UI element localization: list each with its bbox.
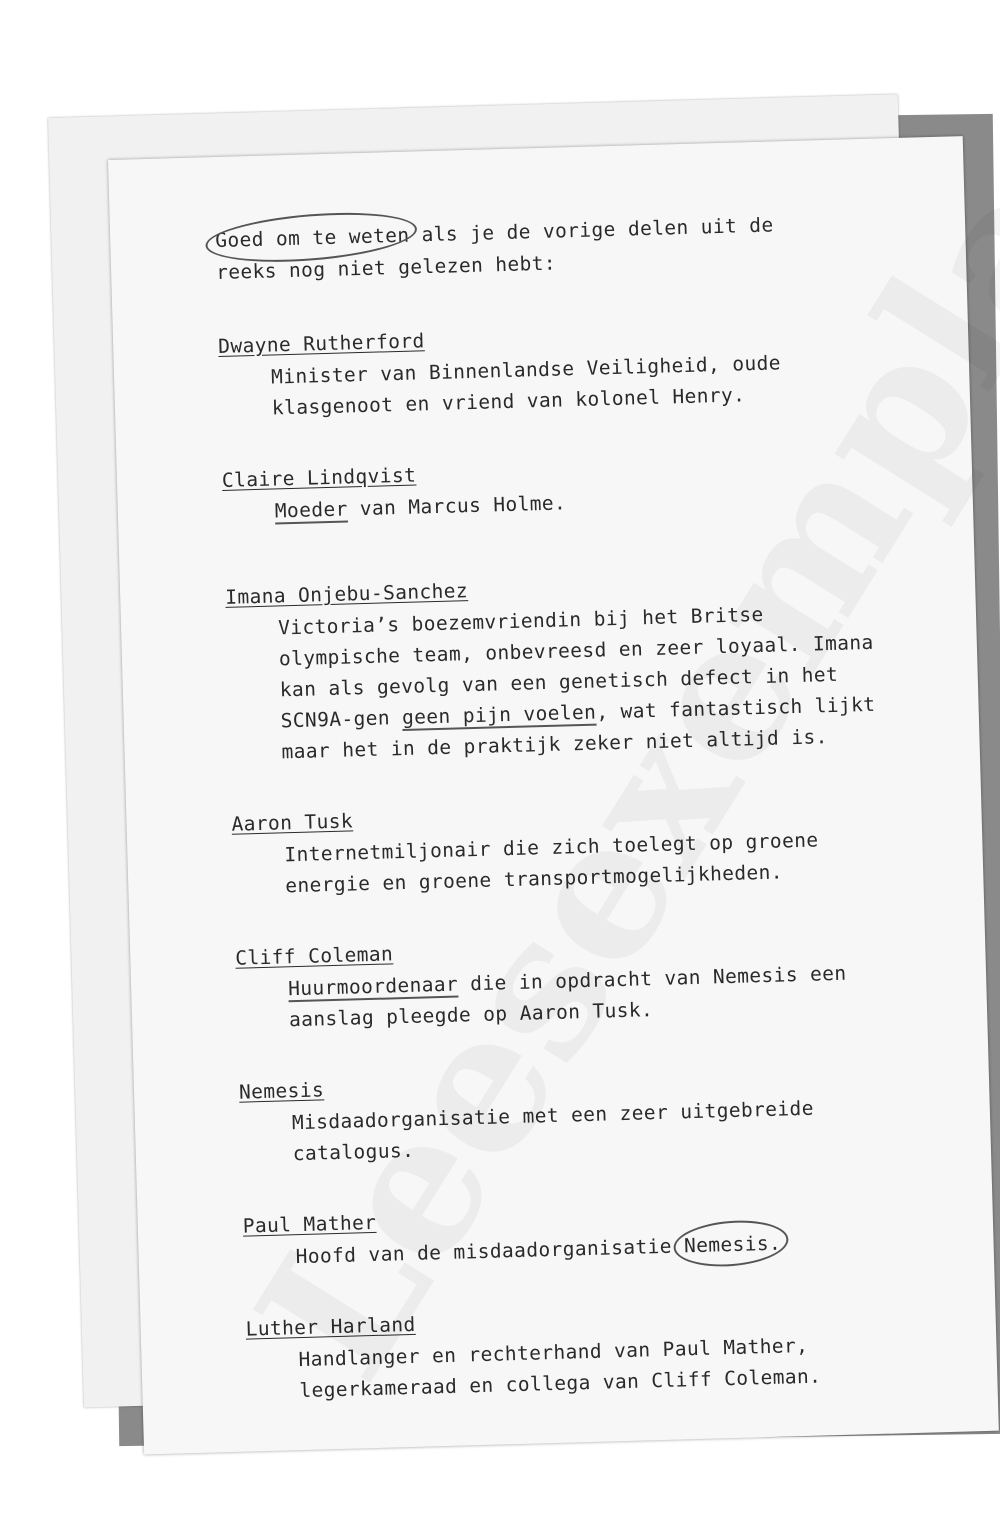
underlined-phrase: geen pijn voelen [401,700,597,730]
character-name: Luther Harland [245,1312,416,1341]
intro-paragraph [215,205,917,289]
entry-claire-lindqvist [222,447,923,528]
character-name: Imana Onjebu-Sanchez [224,579,469,609]
character-description: Huurmoordenaar die in opdracht van Nemesis een aanslag pleegde op Aaron Tusk. [287,961,847,1032]
character-name: Paul Mather [242,1210,377,1238]
character-description: Moeder van Marcus Holme. [274,491,567,523]
character-name: Cliff Coleman [235,942,394,970]
entry-paul-mather [242,1193,943,1274]
character-description: Hoofd van de misdaadorganisatie Nemesis. [295,1224,906,1272]
character-description: Handlanger en rechterhand van Paul Mather, legerkameraad en collega van Cliff Coleman. [298,1333,822,1403]
circled-phrase: Goed om te weten [215,220,410,257]
character-description: Victoria’s boezemvriendin bij het Britse olympische team, onbevreesd en zeer loyaal. Imana kan als gevolg van een genetisch defect in het SCN9A-gen geen pijn voelen, wat fantastisch lijkt maar het in de praktijk zeker niet altijd is. [277,602,876,764]
circled-phrase: Nemesis. [684,1228,782,1262]
character-list [215,205,949,1449]
character-name: Nemesis [238,1078,325,1104]
front-sheet [108,136,999,1454]
entry-aaron-tusk [231,791,933,903]
entry-luther-harland [245,1296,947,1408]
character-description: Internetmiljonair die zich toelegt op groene energie en groene transportmogelijkheden. [284,828,819,898]
entry-cliff-coleman [235,925,937,1037]
intro-text: als je de vorige delen uit de [409,213,774,247]
underlined-phrase: Huurmoordenaar [287,972,459,1001]
character-description: Minister van Binnenlandse Veiligheid, oude klasgenoot en vriend van kolonel Henry. [270,351,782,420]
character-name: Aaron Tusk [231,809,354,836]
entry-imana-onjebu-sanchez [225,564,930,768]
character-description: Misdaadorganisatie met een zeer uitgebreide catalogus. [291,1096,815,1166]
underlined-phrase: Moeder [274,497,349,523]
entry-dwayne-rutherford [218,313,920,425]
character-name: Claire Lindqvist [221,463,417,492]
character-name: Dwayne Rutherford [217,329,425,358]
entry-nemesis [239,1059,941,1171]
intro-text-line2: reeks nog niet gelezen hebt: [215,251,557,285]
